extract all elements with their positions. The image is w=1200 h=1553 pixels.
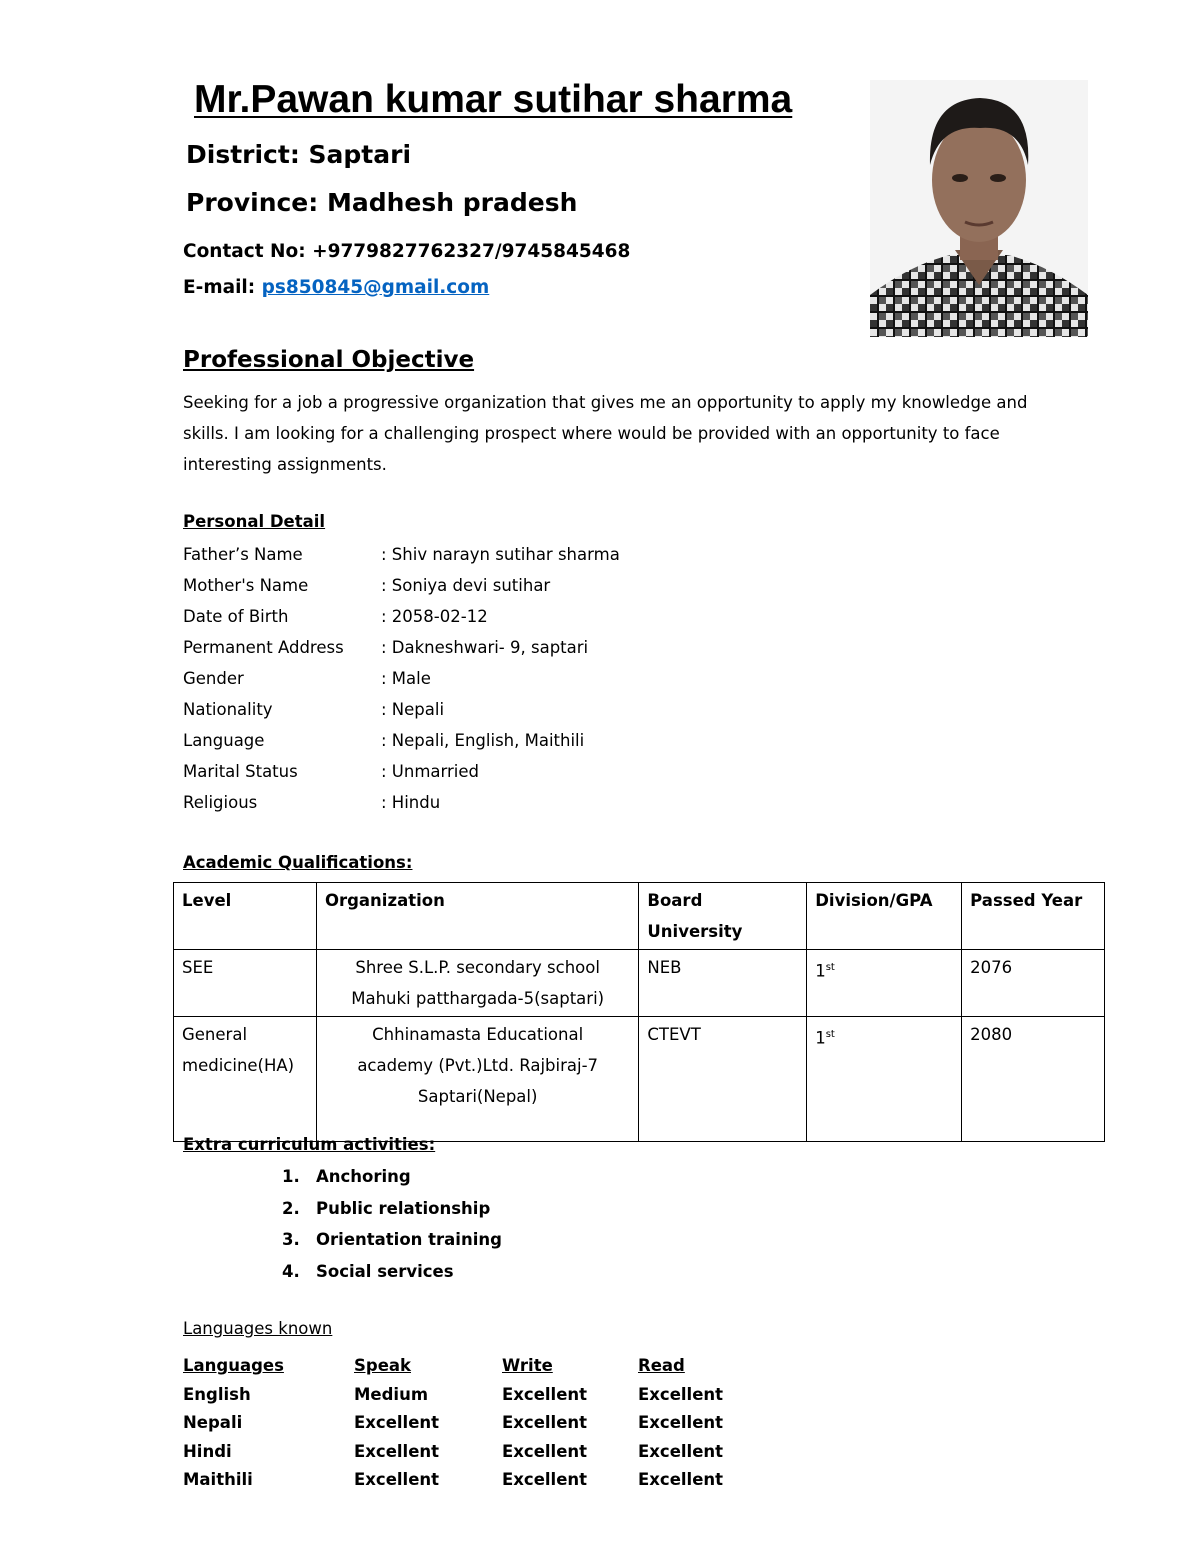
list-item [282, 1193, 502, 1225]
personal-label: Language [183, 731, 265, 750]
personal-label: Date of Birth [183, 607, 289, 626]
email-link[interactable]: ps850845@gmail.com [261, 277, 490, 298]
cell-year: 2080 [962, 1017, 1105, 1142]
personal-value: : Unmarried [381, 762, 480, 781]
cell-organization [316, 950, 638, 1017]
language-write: Excellent [502, 1413, 588, 1432]
contact-number: Contact No: +9779827762327/9745845468 [183, 241, 631, 262]
col-header-board: Board University [639, 883, 807, 950]
language-speak: Medium [354, 1384, 429, 1404]
personal-value: : Nepali, English, Maithili [381, 731, 585, 750]
table-header-row [174, 883, 1105, 950]
personal-row [183, 632, 588, 663]
list-item [282, 1256, 502, 1288]
personal-row [183, 694, 444, 725]
cell-board: NEB [639, 950, 807, 1017]
item-number: 4. [282, 1261, 300, 1281]
personal-value: : 2058-02-12 [381, 607, 488, 626]
personal-detail-heading: Personal Detail [183, 512, 326, 531]
languages-known-heading: Languages known [183, 1319, 333, 1338]
lang-col-header: Speak [354, 1356, 411, 1375]
item-text: Public relationship [316, 1198, 491, 1218]
personal-row [183, 570, 550, 601]
cell-division [807, 1017, 962, 1142]
col-header-organization: Organization [316, 883, 638, 950]
personal-value: : Soniya devi sutihar [381, 576, 551, 595]
org-line: academy (Pvt.)Ltd. Rajbiraj-7 [357, 1056, 599, 1075]
org-line: Mahuki patthargada-5(saptari) [351, 989, 605, 1008]
col-header-level: Level [174, 883, 317, 950]
language-name: Nepali [183, 1413, 243, 1432]
extra-activities-list [282, 1161, 502, 1287]
cell-organization [316, 1017, 638, 1142]
personal-label: Mother's Name [183, 576, 309, 595]
org-line: Chhinamasta Educational [372, 1025, 584, 1044]
cell-division [807, 950, 962, 1017]
division-value: 1 [815, 961, 826, 981]
language-write: Excellent [502, 1384, 588, 1404]
extra-heading: Extra curriculum activities: [183, 1135, 436, 1154]
lang-col-header: Languages [183, 1356, 284, 1375]
cell-level: SEE [174, 950, 317, 1017]
lang-col-header: Read [638, 1356, 685, 1375]
language-write: Excellent [502, 1470, 588, 1489]
personal-value: : Nepali [381, 700, 445, 719]
cell-level [174, 1017, 317, 1142]
personal-label: Father’s Name [183, 545, 303, 564]
item-text: Orientation training [316, 1230, 502, 1249]
personal-row [183, 601, 488, 632]
language-name: Maithili [183, 1470, 253, 1489]
objective-text: Seeking for a job a progressive organization that gives me an opportunity to apply my knowledge and skills. I am looking for a challenging prospect where would be provided with an opportunity to face interesting assignments. [183, 393, 1028, 474]
item-number: 2. [282, 1198, 300, 1218]
personal-value: : Dakneshwari- 9, saptari [381, 638, 589, 657]
item-text: Social services [316, 1261, 454, 1281]
province: Province: Madhesh pradesh [186, 188, 578, 217]
list-item [282, 1224, 502, 1256]
language-read: Excellent [638, 1384, 724, 1404]
item-text: Anchoring [316, 1167, 411, 1186]
cell-year: 2076 [962, 950, 1105, 1017]
district: District: Saptari [186, 140, 412, 169]
resume-name: Mr.Pawan kumar sutihar sharma [194, 78, 793, 121]
lang-col-header: Write [502, 1356, 553, 1375]
email-label: E-mail: [183, 277, 262, 298]
language-name: English [183, 1384, 251, 1404]
personal-row [183, 663, 431, 694]
division-suffix: st [825, 962, 835, 973]
objective-heading: Professional Objective [183, 347, 475, 373]
language-speak: Excellent [354, 1470, 440, 1489]
personal-value: : Shiv narayn sutihar sharma [381, 545, 620, 564]
item-number: 1. [282, 1167, 300, 1186]
level-line: medicine(HA) [182, 1056, 295, 1075]
language-read: Excellent [638, 1470, 724, 1489]
level-line: General [182, 1025, 248, 1044]
academic-table [173, 882, 1105, 1142]
item-number: 3. [282, 1230, 300, 1249]
col-header-year: Passed Year [962, 883, 1105, 950]
division-value: 1 [815, 1028, 826, 1048]
profile-photo-image [870, 80, 1088, 337]
col-header-division: Division/GPA [807, 883, 962, 950]
division-suffix: st [825, 1029, 835, 1040]
personal-row [183, 787, 440, 818]
language-name: Hindi [183, 1441, 232, 1461]
language-read: Excellent [638, 1441, 724, 1461]
personal-value: : Hindu [381, 793, 441, 812]
language-write: Excellent [502, 1441, 588, 1461]
cell-board: CTEVT [639, 1017, 807, 1142]
personal-label: Religious [183, 793, 258, 812]
personal-row [183, 725, 584, 756]
org-line: Shree S.L.P. secondary school [355, 958, 600, 977]
personal-row [183, 756, 479, 787]
personal-label: Gender [183, 669, 244, 688]
org-line: Saptari(Nepal) [417, 1087, 538, 1106]
language-read: Excellent [638, 1413, 724, 1432]
academic-heading: Academic Qualifications: [183, 853, 413, 872]
table-row [174, 950, 1105, 1017]
language-speak: Excellent [354, 1413, 440, 1432]
personal-label: Marital Status [183, 762, 298, 781]
list-item [282, 1161, 502, 1193]
table-row [174, 1017, 1105, 1142]
profile-photo [870, 80, 1088, 337]
personal-row [183, 539, 620, 570]
email-line [183, 277, 489, 298]
personal-label: Nationality [183, 700, 273, 719]
personal-label: Permanent Address [183, 638, 344, 657]
personal-value: : Male [381, 669, 431, 688]
language-speak: Excellent [354, 1441, 440, 1461]
